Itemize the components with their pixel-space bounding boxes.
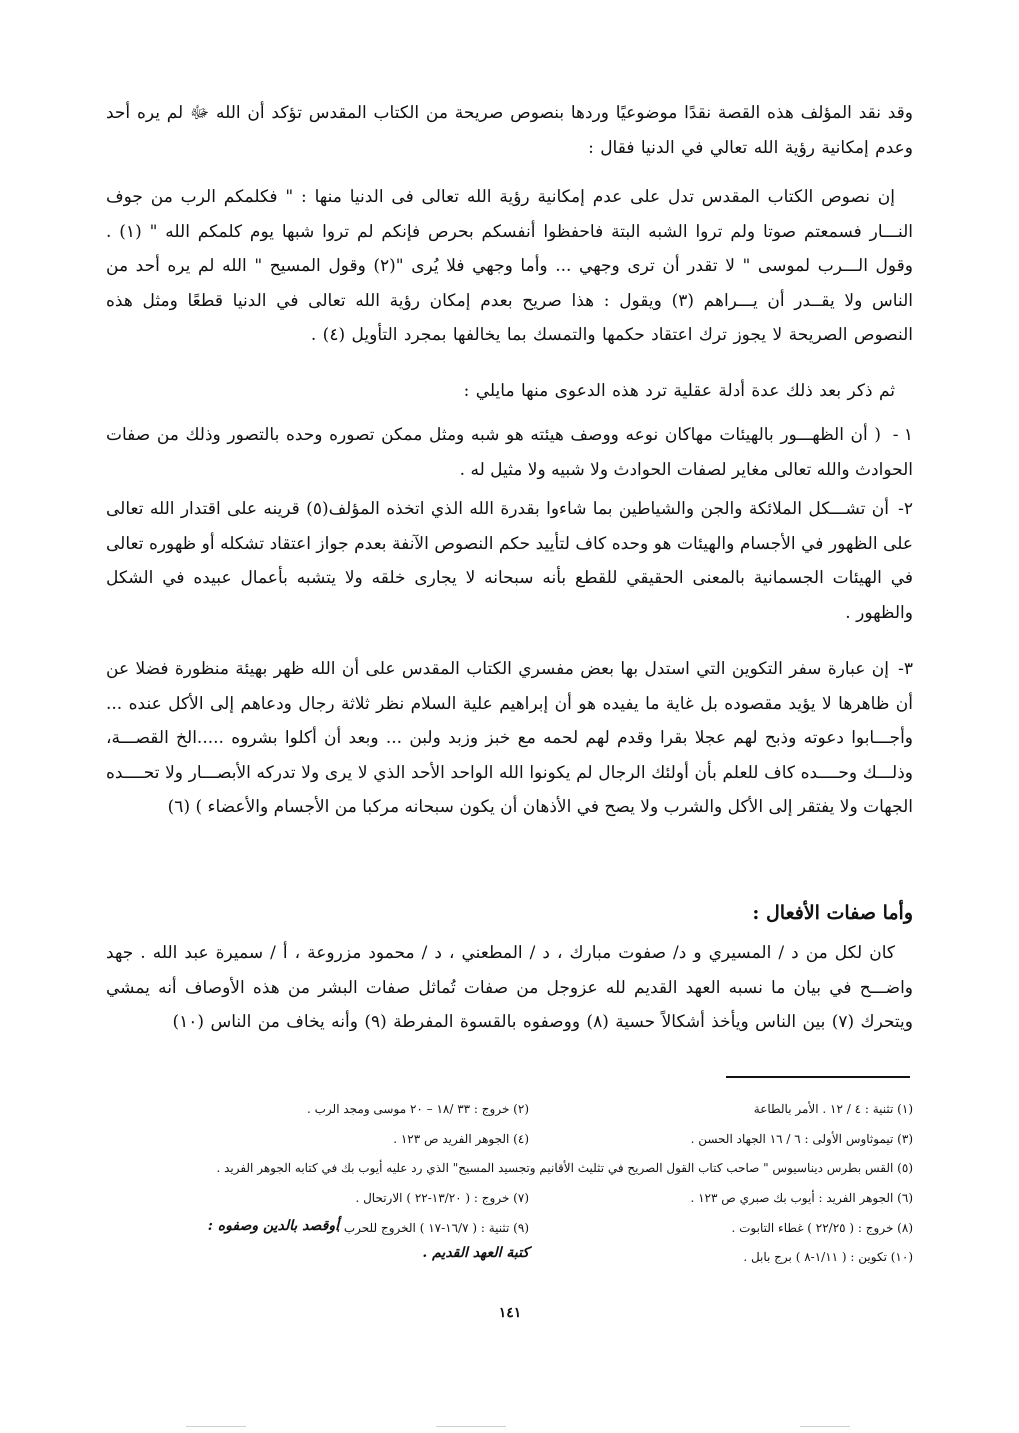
footnote-9: (٩) تثنية : ( ١٦/٧-١٧ ) الخروج للحرب ، bbox=[336, 1221, 529, 1235]
footnote-5: (٥) القس بطرس ديناسيوس " صاحب كتاب القول الصريح في تثليث الأقانيم وتجسيد المسيح" الذي رد عليه أيوب بك في كتابه الجوهر الفريد . bbox=[216, 1161, 913, 1175]
footnote-2: (٢) خروج : ٣٣ /١٨ – ٢٠ موسى ومجد الرب . bbox=[307, 1102, 529, 1116]
evidence-intro: ثم ذكر بعد ذلك عدة أدلة عقلية ترد هذه الدعوى منها مايلي : bbox=[463, 381, 895, 401]
footnote-divider bbox=[726, 1076, 910, 1078]
footnote-6: (٦) الجوهر الفريد : أيوب بك صبري ص ١٢٣ . bbox=[690, 1191, 913, 1205]
scan-artifact bbox=[800, 1426, 850, 1427]
evidence-item-1 bbox=[106, 418, 913, 487]
quote-paragraph: إن نصوص الكتاب المقدس تدل على عدم إمكانية رؤية الله تعالى فى الدنيا منها : " فكلمكم الرب من جوف النـــار فسمعتم صوتا ولم تروا الشبه البتة فاحفظوا أنفسكم بحرص فإنكم لم تروا شبها يوم كلمكم الله " (١) . وقول الـــرب لموسى " لا تقدر أن ترى وجهي ... وأما وجهي فلا يُرى "(٢) وقول المسيح " الله لم يره أحد من الناس ولا يقــدر أن يـــراهم (٣) ويقول : هذا صريح بعدم إمكان رؤية الله تعالى في الدنيا قطعًا ومثل هذه النصوص الصريحة لا يجوز ترك اعتقاد حكمها والتمسك بما يخالفها بمجرد التأويل (٤) . bbox=[106, 187, 913, 345]
handwritten-note-line2: كتبة العهد القديم . bbox=[422, 1245, 529, 1261]
footnote-3: (٣) تيموثاوس الأولى : ٦ / ١٦ الجهاد الحسن . bbox=[690, 1132, 913, 1146]
intro-paragraph: وقد نقد المؤلف هذه القصة نقدًا موضوعيًا وردها بنصوص صريحة من الكتاب المقدس تؤكد أن الله ﷻ لم يره أحد وعدم إمكانية رؤية الله تعالي في الدنيا فقال : bbox=[106, 103, 913, 158]
footnote-4: (٤) الجوهر الفريد ص ١٢٣ . bbox=[393, 1132, 529, 1146]
footnote-10: (١٠) تكوين : ( ١/١١-٨ ) برج بابل . bbox=[743, 1250, 913, 1264]
page-number: ١٤١ bbox=[498, 1305, 522, 1321]
item-text: أن تشـــكل الملائكة والجن والشياطين بما شاءوا بقدرة الله الذي اتخذه المؤلف(٥) قرينه على اقتدار الله تعالى على الظهور في الأجسام والهيئات هو وحده كاف لتأييد حكم النصوص الآنفة بعدم جواز اعتقاد تشكله أو ظهوره تعالى في الهيئات الجسمانية بالمعنى الحقيقي للقطع بأنه سبحانه لا يجارى خلقه ولا يتشبه بأعمال عبيده في الشكل والظهور . bbox=[106, 499, 913, 623]
item-text: إن عبارة سفر التكوين التي استدل بها بعض مفسري الكتاب المقدس على أن الله ظهر بهيئة منظورة فضلا عن أن ظاهرها لا يؤيد مقصوده بل غاية ما يفيده هو أن إبراهيم علية السلام نظر ثلاثة رجال ودعاهم إلى الأكل عنده ... وأجـــابوا دعوته وذبح لهم عجلا بقرا وقدم لهم لحمه مع خبز وزبد ولبن ... وبعد أن أكلوا بشروه .....الخ القصـــة، وذلـــك وحــــده كاف للعلم بأن أولئك الرجال لم يكونوا الله الواحد الأحد الذي لا يرى ولا تدركه الأبصـــار ولا تحــــده الجهات ولا يفتقر إلى الأكل والشرب ولا يصح في الأذهان أن يكون سبحانه مركبا من الأجسام والأعضاء ) (٦) bbox=[106, 659, 913, 817]
evidence-item-2 bbox=[106, 492, 913, 630]
scan-artifact bbox=[436, 1426, 506, 1427]
section-heading: وأما صفات الأفعال : bbox=[752, 902, 913, 924]
item-number: ٢- bbox=[898, 499, 913, 519]
handwritten-note: أوقصد بالدين وصفوه : bbox=[207, 1218, 339, 1234]
item-text: ( أن الظهـــور بالهيئات مهاكان نوعه ووصف هيئته هو شبه ومثل ممكن تصوره وحده بالتصور وذلك من صفات الحوادث والله تعالى مغاير لصفات الحوادث ولا شبيه ولا مثيل له . bbox=[106, 425, 913, 480]
footnote-1: (١) تثنية : ٤ / ١٢ . الأمر بالطاعة bbox=[753, 1102, 913, 1116]
footnote-8: (٨) خروج : ( ٢٢/٢٥ ) غطاء التابوت . bbox=[731, 1221, 913, 1235]
actions-paragraph: كان لكل من د / المسيري و د/ صفوت مبارك ، د / المطعني ، د / محمود مزروعة ، أ / سميرة عبد الله . جهد واضـــح في بيان ما نسبه العهد القديم لله عزوجل من صفات تُماثل صفات البشر من هذه الأوصاف أنه يمشي ويتحرك (٧) بين الناس ويأخذ أشكالاً حسية (٨) ووصفوه بالقسوة المفرطة (٩) وأنه يخاف من الناس (١٠) bbox=[106, 943, 913, 1032]
item-number: ١ - bbox=[892, 425, 913, 445]
item-number: ٣- bbox=[898, 659, 913, 679]
footnote-7: (٧) خروج : ( ١٣/٢٠-٢٢ ) الارتحال . bbox=[355, 1191, 529, 1205]
evidence-item-3 bbox=[106, 652, 913, 825]
scan-artifact bbox=[186, 1426, 246, 1427]
